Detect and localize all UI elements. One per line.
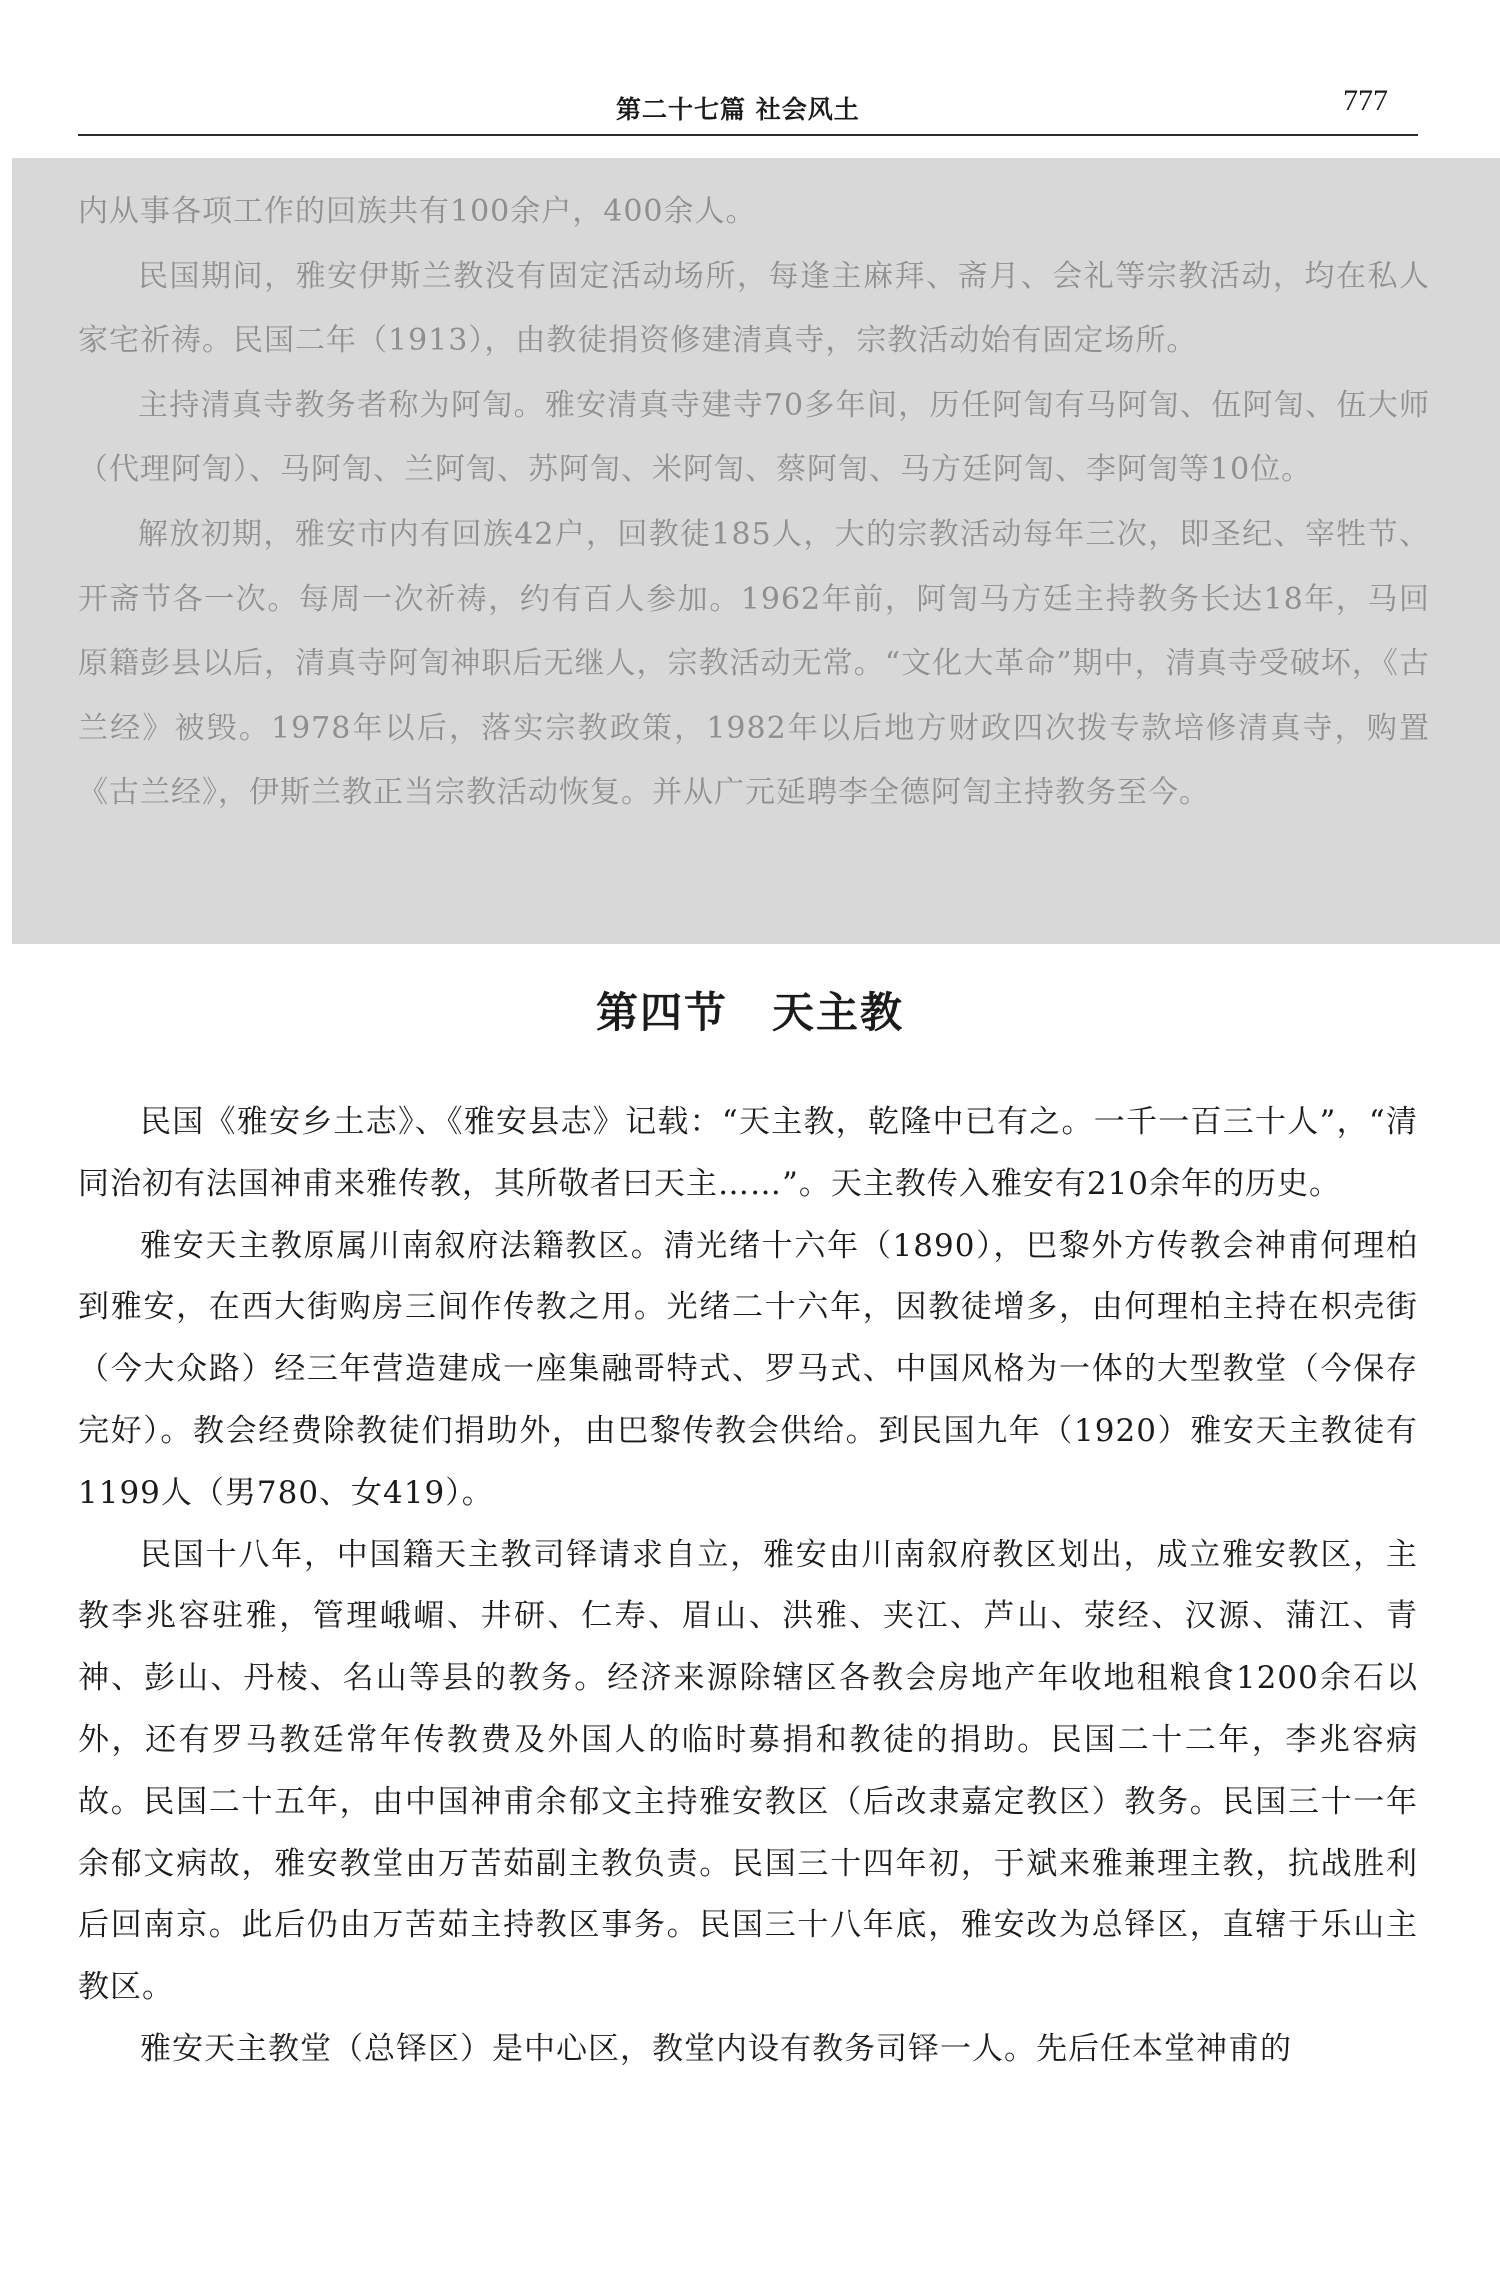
body-text [78,1092,1418,2081]
header-section-title: 第二十七篇 社会风土 [616,95,860,124]
body-paragraph: 雅安天主教堂（总铎区）是中心区，教堂内设有教务司铎一人。先后任本堂神甫的 [140,2030,1292,2067]
faded-paragraph: 主持清真寺教务者称为阿訇。雅安清真寺建寺70多年间，历任阿訇有马阿訇、伍阿訇、伍大师（代理阿訇）、马阿訇、兰阿訇、苏阿訇、米阿訇、蔡阿訇、马方廷阿訇、李阿訇等10位。 [78,387,1430,488]
body-paragraph: 民国十八年，中国籍天主教司铎请求自立，雅安由川南叙府教区划出，成立雅安教区，主教李兆容驻雅，管理峨嵋、井研、仁寿、眉山、洪雅、夹江、芦山、荥经、汉源、蒲江、青神、彭山、丹棱、名山等县的教务。经济来源除辖区各教会房地产年收地租粮食1200余石以外，还有罗马教廷常年传教费及外国人的临时募捐和教徒的捐助。民国二十二年，李兆容病故。民国二十五年，由中国神甫余郁文主持雅安教区（后改隶嘉定教区）教务。民国三十一年余郁文病故，雅安教堂由万苦茹副主教负责。民国三十四年初，于斌来雅兼理主教，抗战胜利后回南京。此后仍由万苦茹主持教区事务。民国三十八年底，雅安改为总铎区，直辖于乐山主教区。 [78,1536,1418,2006]
faded-text-body [78,180,1430,826]
section-heading: 第四节 天主教 [595,988,904,1037]
faded-paragraph: 解放初期，雅安市内有回族42户，回教徒185人，大的宗教活动每年三次，即圣纪、宰牲节、开斋节各一次。每周一次祈祷，约有百人参加。1962年前，阿訇马方廷主持教务长达18年，马回原籍彭县以后，清真寺阿訇神职后无继人，宗教活动无常。“文化大革命”期中，清真寺受破坏，《古兰经》被毁。1978年以后，落实宗教政策，1982年以后地方财政四次拨专款培修清真寺，购置《古兰经》，伊斯兰教正当宗教活动恢复。并从广元延聘李全德阿訇主持教务至今。 [78,516,1430,811]
faded-text-block [12,158,1500,944]
body-paragraph: 雅安天主教原属川南叙府法籍教区。清光绪十六年（1890），巴黎外方传教会神甫何理柏到雅安，在西大街购房三间作传教之用。光绪二十六年，因教徒增多，由何理柏主持在枳壳街（今大众路）经三年营造建成一座集融哥特式、罗马式、中国风格为一体的大型教堂（今保存完好）。教会经费除教徒们捐助外，由巴黎传教会供给。到民国九年（1920）雅安天主教徒有1199人（男780、女419）。 [78,1227,1418,1511]
faded-paragraph: 民国期间，雅安伊斯兰教没有固定活动场所，每逢主麻拜、斋月、会礼等宗教活动，均在私人家宅祈祷。民国二年（1913），由教徒捐资修建清真寺，宗教活动始有固定场所。 [78,258,1430,359]
running-header [78,84,1418,136]
page-number: 777 [1343,84,1388,117]
body-paragraph: 民国《雅安乡土志》、《雅安县志》记载：“天主教，乾隆中已有之。一千一百三十人”，“清同治初有法国神甫来雅传教，其所敬者曰天主……”。天主教传入雅安有210余年的历史。 [78,1104,1418,1202]
faded-paragraph: 内从事各项工作的回族共有100余户，400余人。 [78,194,757,229]
